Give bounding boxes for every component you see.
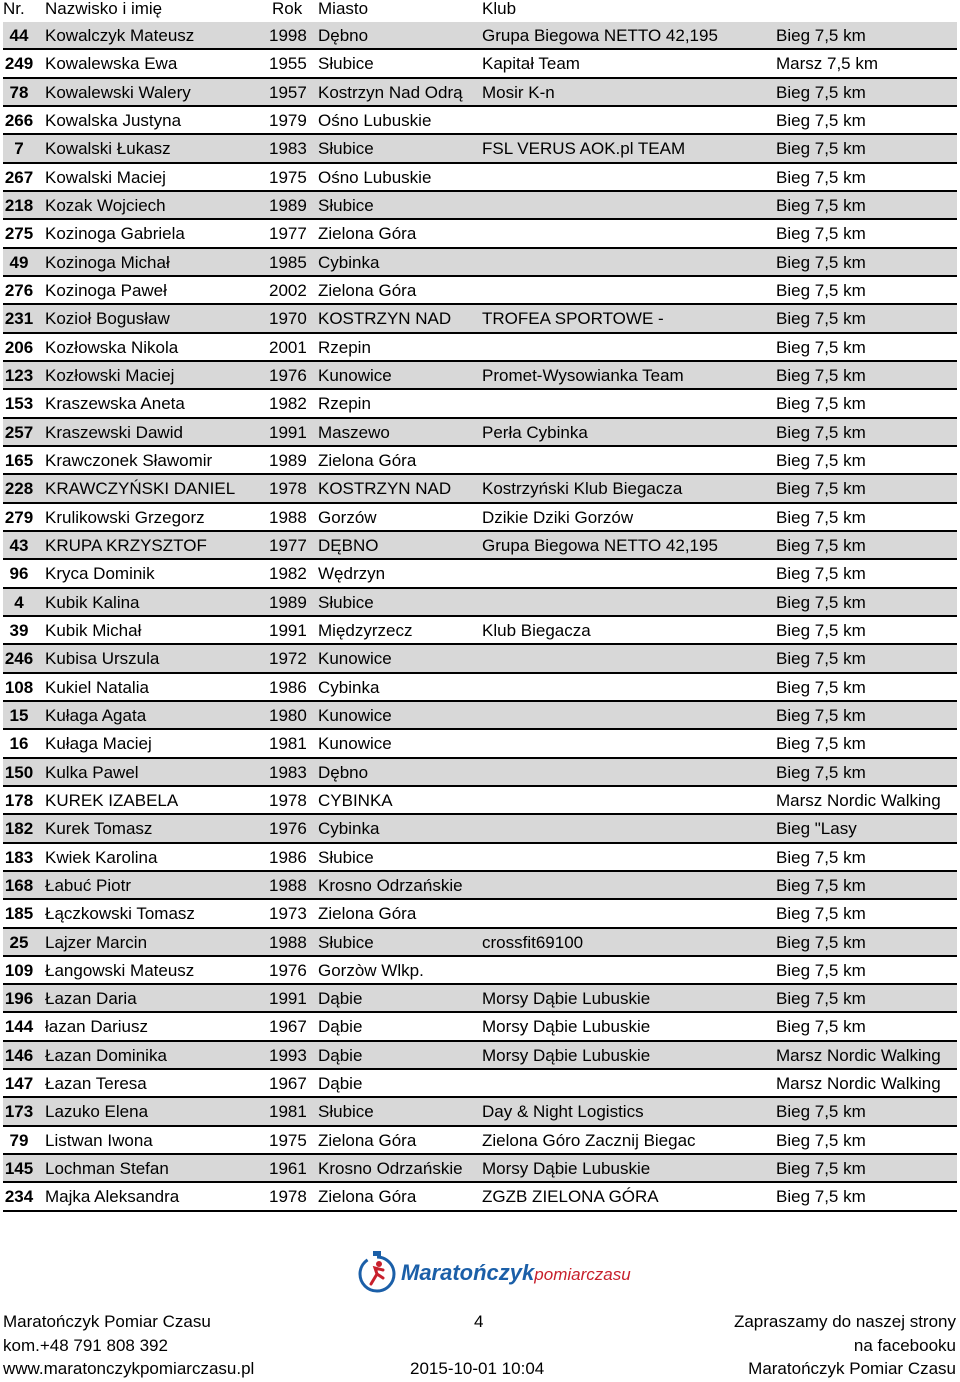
cell-name: Lochman Stefan xyxy=(45,1159,169,1179)
cell-name: Łangowski Mateusz xyxy=(45,960,195,980)
table-row xyxy=(3,617,957,645)
footer-company-right: Maratończyk Pomiar Czasu xyxy=(748,1359,956,1378)
table-row xyxy=(3,589,957,617)
cell-name: Kozioł Bogusław xyxy=(45,309,170,329)
table-row xyxy=(3,900,957,928)
cell-year: 1991 xyxy=(269,620,307,640)
cell-year: 1986 xyxy=(269,847,307,867)
cell-race: Bieg 7,5 km xyxy=(776,450,866,470)
cell-race: Bieg 7,5 km xyxy=(776,762,866,782)
cell-year: 1981 xyxy=(269,1102,307,1122)
cell-nr: 147 xyxy=(4,1074,34,1094)
cell-city: Maszewo xyxy=(318,422,390,442)
table-row xyxy=(3,305,957,333)
table-header xyxy=(0,0,960,20)
cell-name: Kubik Kalina xyxy=(45,592,140,612)
table-row xyxy=(3,985,957,1013)
table-row xyxy=(3,135,957,163)
cell-race: Bieg 7,5 km xyxy=(776,677,866,697)
table-row xyxy=(3,1155,957,1183)
cell-year: 1991 xyxy=(269,989,307,1009)
cell-year: 1976 xyxy=(269,365,307,385)
cell-city: Słubice xyxy=(318,195,374,215)
cell-year: 1975 xyxy=(269,1130,307,1150)
results-table xyxy=(3,22,957,1212)
cell-nr: 15 xyxy=(9,705,29,725)
cell-year: 2001 xyxy=(269,337,307,357)
header-city: Miasto xyxy=(318,0,369,18)
cell-year: 1988 xyxy=(269,507,307,527)
cell-city: Kostrzyn Nad Odrą xyxy=(318,82,463,102)
cell-nr: 279 xyxy=(4,507,34,527)
cell-year: 1989 xyxy=(269,450,307,470)
cell-club: Morsy Dąbie Lubuskie xyxy=(482,1159,651,1179)
cell-race: Bieg 7,5 km xyxy=(776,1159,866,1179)
cell-club: FSL VERUS AOK.pl TEAM xyxy=(482,139,686,159)
cell-city: Dębno xyxy=(318,26,369,45)
cell-name: Łabuć Piotr xyxy=(45,875,131,895)
cell-name: Kozinoga Michał xyxy=(45,252,170,272)
table-row xyxy=(3,390,957,418)
cell-nr: 206 xyxy=(4,337,34,357)
header-club: Klub xyxy=(482,0,517,18)
cell-name: Krawczonek Sławomir xyxy=(45,450,213,470)
cell-year: 1985 xyxy=(269,252,307,272)
cell-nr: 25 xyxy=(9,932,29,952)
cell-name: łazan Dariusz xyxy=(45,1017,148,1037)
table-row xyxy=(3,730,957,758)
cell-city: Międzyrzecz xyxy=(318,620,413,640)
cell-race: Bieg 7,5 km xyxy=(776,1017,866,1037)
cell-year: 1988 xyxy=(269,932,307,952)
cell-club: Kapitał Team xyxy=(482,54,580,74)
footer-website: www.maratonczykpomiarczasu.pl xyxy=(3,1359,255,1378)
cell-race: Bieg 7,5 km xyxy=(776,1130,866,1150)
cell-race: Bieg 7,5 km xyxy=(776,564,866,584)
cell-race: Bieg 7,5 km xyxy=(776,139,866,159)
cell-race: Marsz 7,5 km xyxy=(776,54,879,74)
cell-nr: 7 xyxy=(14,139,24,159)
cell-nr: 249 xyxy=(4,54,34,74)
cell-nr: 165 xyxy=(4,450,34,470)
cell-year: 1976 xyxy=(269,819,307,839)
cell-name: Kraszewski Dawid xyxy=(45,422,183,442)
cell-name: Kozinoga Paweł xyxy=(45,280,167,300)
table-row xyxy=(3,957,957,985)
cell-year: 1993 xyxy=(269,1045,307,1065)
cell-nr: 178 xyxy=(4,790,34,810)
cell-name: Kubik Michał xyxy=(45,620,142,640)
table-row xyxy=(3,1042,957,1070)
cell-name: Lajzer Marcin xyxy=(45,932,148,952)
cell-name: KRAWCZYŃSKI DANIEL xyxy=(45,479,236,499)
cell-city: Zielona Góra xyxy=(318,450,417,470)
cell-city: Kunowice xyxy=(318,705,392,725)
cell-race: Bieg 7,5 km xyxy=(776,26,866,45)
logo-brand: Maratończyk xyxy=(401,1260,535,1285)
table-row xyxy=(3,475,957,503)
cell-year: 1988 xyxy=(269,875,307,895)
cell-nr: 173 xyxy=(4,1102,34,1122)
cell-city: CYBINKA xyxy=(318,790,393,810)
cell-nr: 276 xyxy=(4,280,34,300)
cell-city: DĘBNO xyxy=(318,535,379,555)
cell-club: Kostrzyński Klub Biegacza xyxy=(482,479,683,499)
cell-nr: 275 xyxy=(4,224,34,244)
header-year: Rok xyxy=(272,0,303,18)
cell-year: 1967 xyxy=(269,1017,307,1037)
cell-city: Gorzòw Wlkp. xyxy=(318,960,424,980)
cell-name: Łazan Teresa xyxy=(45,1074,147,1094)
cell-club: TROFEA SPORTOWE - xyxy=(482,309,664,329)
cell-city: Kunowice xyxy=(318,734,392,754)
cell-race: Bieg 7,5 km xyxy=(776,280,866,300)
cell-nr: 182 xyxy=(4,819,34,839)
cell-club: Grupa Biegowa NETTO 42,195 xyxy=(482,535,718,555)
cell-year: 1976 xyxy=(269,960,307,980)
cell-year: 1972 xyxy=(269,649,307,669)
cell-year: 1975 xyxy=(269,167,307,187)
cell-city: Gorzów xyxy=(318,507,377,527)
cell-city: Słubice xyxy=(318,932,374,952)
cell-city: Cybinka xyxy=(318,677,380,697)
cell-nr: 228 xyxy=(4,479,34,499)
cell-nr: 196 xyxy=(4,989,34,1009)
cell-name: Kowalski Maciej xyxy=(45,167,166,187)
cell-nr: 39 xyxy=(9,620,29,640)
cell-race: Bieg 7,5 km xyxy=(776,989,866,1009)
table-row xyxy=(3,759,957,787)
cell-city: Ośno Lubuskie xyxy=(318,110,432,130)
cell-race: Bieg 7,5 km xyxy=(776,365,866,385)
cell-race: Bieg 7,5 km xyxy=(776,649,866,669)
table-row xyxy=(3,277,957,305)
cell-year: 1957 xyxy=(269,82,307,102)
cell-city: Zielona Góra xyxy=(318,224,417,244)
cell-nr: 44 xyxy=(9,26,29,45)
cell-name: Lazuko Elena xyxy=(45,1102,149,1122)
cell-year: 1986 xyxy=(269,677,307,697)
cell-nr: 79 xyxy=(9,1130,29,1150)
cell-race: Bieg 7,5 km xyxy=(776,82,866,102)
table-row xyxy=(3,872,957,900)
cell-city: Kunowice xyxy=(318,365,392,385)
cell-club: Morsy Dąbie Lubuskie xyxy=(482,1045,651,1065)
cell-club: Grupa Biegowa NETTO 42,195 xyxy=(482,26,718,45)
cell-year: 1977 xyxy=(269,224,307,244)
cell-city: Słubice xyxy=(318,54,374,74)
cell-race: Bieg 7,5 km xyxy=(776,167,866,187)
cell-name: Kowalewska Ewa xyxy=(45,54,178,74)
logo-text xyxy=(401,1260,631,1286)
cell-year: 1983 xyxy=(269,139,307,159)
cell-year: 2002 xyxy=(269,280,307,300)
cell-race: Bieg 7,5 km xyxy=(776,507,866,527)
cell-city: Krosno Odrzańskie xyxy=(318,1159,463,1179)
cell-race: Bieg 7,5 km xyxy=(776,479,866,499)
cell-nr: 49 xyxy=(9,252,29,272)
cell-name: Łazan Daria xyxy=(45,989,137,1009)
maratonczyk-logo xyxy=(355,1248,631,1296)
table-row xyxy=(3,674,957,702)
cell-nr: 257 xyxy=(4,422,34,442)
table-row xyxy=(3,50,957,78)
table-row xyxy=(3,929,957,957)
table-row xyxy=(3,844,957,872)
table-row xyxy=(3,22,957,50)
cell-city: Dębno xyxy=(318,762,369,782)
header-name: Nazwisko i imię xyxy=(45,0,163,18)
cell-club: crossfit69100 xyxy=(482,932,584,952)
cell-year: 1978 xyxy=(269,1187,307,1207)
table-row xyxy=(3,447,957,475)
cell-nr: 43 xyxy=(9,535,29,555)
cell-club: ZGZB ZIELONA GÓRA xyxy=(482,1187,659,1207)
cell-year: 1979 xyxy=(269,110,307,130)
cell-name: Kowalska Justyna xyxy=(45,110,182,130)
cell-name: Majka Aleksandra xyxy=(45,1187,180,1207)
cell-name: Kulka Pawel xyxy=(45,762,139,782)
footer-datetime: 2015-10-01 10:04 xyxy=(410,1359,545,1378)
cell-city: Zielona Góra xyxy=(318,280,417,300)
cell-name: Kozinoga Gabriela xyxy=(45,224,185,244)
table-row xyxy=(3,164,957,192)
cell-club: Dzikie Dziki Gorzów xyxy=(482,507,634,527)
cell-city: Rzepin xyxy=(318,394,371,414)
cell-city: Krosno Odrzańskie xyxy=(318,875,463,895)
cell-year: 1955 xyxy=(269,54,307,74)
cell-nr: 231 xyxy=(4,309,34,329)
table-row xyxy=(3,1183,957,1211)
cell-name: Kryca Dominik xyxy=(45,564,155,584)
cell-nr: 123 xyxy=(4,365,34,385)
cell-club: Morsy Dąbie Lubuskie xyxy=(482,989,651,1009)
cell-nr: 109 xyxy=(4,960,34,980)
table-row xyxy=(3,362,957,390)
cell-race: Bieg 7,5 km xyxy=(776,620,866,640)
cell-club: Day & Night Logistics xyxy=(482,1102,644,1122)
cell-name: Kraszewska Aneta xyxy=(45,394,185,414)
cell-city: Dąbie xyxy=(318,1017,363,1037)
cell-race: Bieg 7,5 km xyxy=(776,224,866,244)
cell-name: Łazan Dominika xyxy=(45,1045,167,1065)
table-row xyxy=(3,702,957,730)
cell-name: Kozak Wojciech xyxy=(45,195,166,215)
footer-company: Maratończyk Pomiar Czasu xyxy=(3,1312,211,1331)
cell-race: Bieg 7,5 km xyxy=(776,337,866,357)
stopwatch-runner-icon xyxy=(355,1248,399,1296)
cell-year: 1961 xyxy=(269,1159,307,1179)
cell-nr: 234 xyxy=(4,1187,34,1207)
cell-name: Kozłowska Nikola xyxy=(45,337,179,357)
cell-name: Łączkowski Tomasz xyxy=(45,904,195,924)
cell-club: Promet-Wysowianka Team xyxy=(482,365,684,385)
cell-year: 1981 xyxy=(269,734,307,754)
cell-nr: 16 xyxy=(9,734,29,754)
cell-name: Kukiel Natalia xyxy=(45,677,149,697)
cell-club: Morsy Dąbie Lubuskie xyxy=(482,1017,651,1037)
cell-city: Wędrzyn xyxy=(318,564,386,584)
cell-year: 1982 xyxy=(269,564,307,584)
cell-race: Bieg 7,5 km xyxy=(776,875,866,895)
cell-race: Bieg 7,5 km xyxy=(776,847,866,867)
cell-year: 1967 xyxy=(269,1074,307,1094)
cell-name: Kowalczyk Mateusz xyxy=(45,26,195,45)
table-row xyxy=(3,1070,957,1098)
table-row xyxy=(3,1013,957,1041)
cell-name: Kowalski Łukasz xyxy=(45,139,171,159)
cell-nr: 218 xyxy=(4,195,34,215)
cell-year: 1989 xyxy=(269,195,307,215)
table-row xyxy=(3,220,957,248)
cell-race: Bieg 7,5 km xyxy=(776,252,866,272)
cell-race: Bieg 7,5 km xyxy=(776,592,866,612)
table-row xyxy=(3,79,957,107)
cell-race: Bieg 7,5 km xyxy=(776,960,866,980)
cell-name: KUREK IZABELA xyxy=(45,790,179,810)
cell-name: Kułaga Maciej xyxy=(45,734,152,754)
cell-year: 1977 xyxy=(269,535,307,555)
cell-city: Dąbie xyxy=(318,1045,363,1065)
table-row xyxy=(3,1098,957,1126)
cell-city: Zielona Góra xyxy=(318,1130,417,1150)
cell-year: 1983 xyxy=(269,762,307,782)
cell-nr: 145 xyxy=(4,1159,34,1179)
cell-name: Kubisa Urszula xyxy=(45,649,160,669)
cell-city: Zielona Góra xyxy=(318,904,417,924)
cell-name: Listwan Iwona xyxy=(45,1130,153,1150)
cell-year: 1980 xyxy=(269,705,307,725)
cell-nr: 4 xyxy=(14,592,24,612)
header-nr: Nr. xyxy=(3,0,25,18)
cell-nr: 153 xyxy=(4,394,34,414)
cell-race: Bieg 7,5 km xyxy=(776,1102,866,1122)
cell-city: Cybinka xyxy=(318,819,380,839)
table-row xyxy=(3,560,957,588)
cell-name: Kozłowski Maciej xyxy=(45,365,175,385)
cell-race: Bieg 7,5 km xyxy=(776,110,866,130)
cell-race: Bieg 7,5 km xyxy=(776,535,866,555)
cell-nr: 146 xyxy=(4,1045,34,1065)
table-row xyxy=(3,815,957,843)
table-row xyxy=(3,645,957,673)
cell-year: 1978 xyxy=(269,479,307,499)
cell-city: Dąbie xyxy=(318,989,363,1009)
cell-race: Marsz Nordic Walking xyxy=(776,1045,941,1065)
table-row xyxy=(3,192,957,220)
cell-year: 1991 xyxy=(269,422,307,442)
cell-nr: 108 xyxy=(4,677,34,697)
logo-sub: pomiarczasu xyxy=(534,1265,631,1284)
footer-facebook: na facebooku xyxy=(853,1336,956,1355)
cell-nr: 185 xyxy=(4,904,34,924)
table-row xyxy=(3,504,957,532)
cell-city: Ośno Lubuskie xyxy=(318,167,432,187)
cell-race: Bieg 7,5 km xyxy=(776,422,866,442)
cell-city: KOSTRZYN NAD xyxy=(318,479,452,499)
table-row xyxy=(3,1127,957,1155)
cell-nr: 96 xyxy=(9,564,29,584)
cell-nr: 150 xyxy=(4,762,34,782)
cell-name: Kułaga Agata xyxy=(45,705,147,725)
cell-club: Mosir K-n xyxy=(482,82,555,102)
cell-club: Perła Cybinka xyxy=(482,422,588,442)
cell-city: Kunowice xyxy=(318,649,392,669)
footer-page-number: 4 xyxy=(474,1312,484,1331)
cell-name: Kurek Tomasz xyxy=(45,819,153,839)
cell-city: Rzepin xyxy=(318,337,371,357)
cell-city: Dąbie xyxy=(318,1074,363,1094)
table-row xyxy=(3,787,957,815)
footer-phone: kom.+48 791 808 392 xyxy=(3,1336,168,1355)
cell-nr: 266 xyxy=(4,110,34,130)
footer-invite: Zapraszamy do naszej strony xyxy=(733,1312,956,1331)
cell-race: Bieg 7,5 km xyxy=(776,705,866,725)
table-row xyxy=(3,334,957,362)
cell-race: Bieg 7,5 km xyxy=(776,904,866,924)
cell-name: Kowalewski Walery xyxy=(45,82,191,102)
cell-city: Słubice xyxy=(318,1102,374,1122)
cell-city: Zielona Góra xyxy=(318,1187,417,1207)
cell-year: 1970 xyxy=(269,309,307,329)
cell-city: KOSTRZYN NAD xyxy=(318,309,452,329)
cell-nr: 144 xyxy=(4,1017,34,1037)
cell-year: 1982 xyxy=(269,394,307,414)
cell-race: Bieg "Lasy xyxy=(776,819,857,839)
cell-year: 1973 xyxy=(269,904,307,924)
cell-year: 1998 xyxy=(269,26,307,45)
cell-race: Bieg 7,5 km xyxy=(776,932,866,952)
cell-name: KRUPA KRZYSZTOF xyxy=(45,535,207,555)
table-row xyxy=(3,249,957,277)
table-row xyxy=(3,107,957,135)
table-row xyxy=(3,532,957,560)
cell-race: Bieg 7,5 km xyxy=(776,195,866,215)
cell-race: Marsz Nordic Walking xyxy=(776,790,941,810)
cell-race: Bieg 7,5 km xyxy=(776,734,866,754)
cell-race: Marsz Nordic Walking xyxy=(776,1074,941,1094)
cell-race: Bieg 7,5 km xyxy=(776,394,866,414)
cell-city: Cybinka xyxy=(318,252,380,272)
cell-name: Kwiek Karolina xyxy=(45,847,158,867)
cell-race: Bieg 7,5 km xyxy=(776,1187,866,1207)
cell-city: Słubice xyxy=(318,592,374,612)
cell-city: Słubice xyxy=(318,139,374,159)
cell-race: Bieg 7,5 km xyxy=(776,309,866,329)
cell-club: Zielona Góro Zacznij Biegac xyxy=(482,1130,696,1150)
cell-city: Słubice xyxy=(318,847,374,867)
cell-year: 1978 xyxy=(269,790,307,810)
table-row xyxy=(3,419,957,447)
cell-club: Klub Biegacza xyxy=(482,620,591,640)
cell-nr: 168 xyxy=(4,875,34,895)
cell-nr: 267 xyxy=(4,167,34,187)
cell-nr: 78 xyxy=(9,82,29,102)
cell-nr: 183 xyxy=(4,847,34,867)
cell-name: Krulikowski Grzegorz xyxy=(45,507,205,527)
cell-year: 1989 xyxy=(269,592,307,612)
cell-nr: 246 xyxy=(4,649,34,669)
